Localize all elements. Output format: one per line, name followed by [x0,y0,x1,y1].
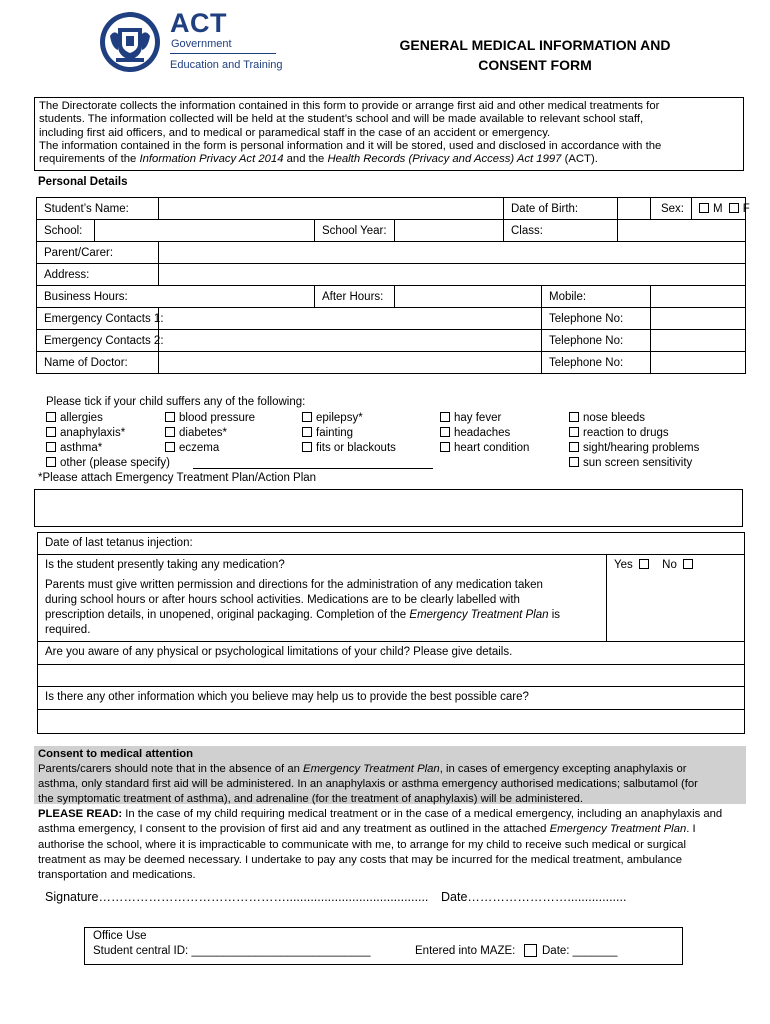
checkbox-icon[interactable] [46,457,56,467]
school-year-label: School Year: [315,220,395,242]
after-hours-label: After Hours: [315,286,395,308]
other-specify-line[interactable] [193,468,433,469]
divider [606,554,607,641]
conditions-col-4 [440,411,529,456]
checkbox-icon[interactable] [302,442,312,452]
condition-item[interactable]: hay fever [440,411,529,426]
other-conditions-box[interactable] [34,489,743,527]
doctor-label: Name of Doctor: [37,352,159,374]
signature-field[interactable]: Signature………………………………………......................................... [45,890,429,904]
class-field[interactable] [618,220,746,242]
condition-item[interactable]: epilepsy* [302,411,396,426]
form-title-line2: CONSENT FORM [478,57,592,73]
divider [37,686,744,687]
other-info-answer-field[interactable] [38,710,743,731]
students-name-field[interactable] [159,198,504,220]
emergency-contact-2-label: Emergency Contacts 2: [37,330,159,352]
condition-item[interactable]: allergies [46,411,170,426]
limitations-answer-field[interactable] [38,665,743,686]
condition-item[interactable]: fainting [302,426,396,441]
conditions-prompt: Please tick if your child suffers any of the following: [46,396,306,408]
signature-date-field[interactable]: Date……………………................. [441,890,627,904]
condition-item[interactable]: eczema [165,441,255,456]
address-label: Address: [37,264,159,286]
condition-item[interactable]: diabetes* [165,426,255,441]
telephone-2-field[interactable] [651,330,746,352]
entered-maze-checkbox[interactable] [524,944,537,957]
parent-carer-label: Parent/Carer: [37,242,159,264]
condition-item[interactable]: asthma* [46,441,170,456]
checkbox-icon[interactable] [165,412,175,422]
checkbox-icon[interactable] [46,412,56,422]
checkbox-icon[interactable] [302,427,312,437]
school-label: School: [37,220,95,242]
limitations-question: Are you aware of any physical or psychological limitations of your child? Please give details. [45,646,513,658]
condition-item[interactable]: anaphylaxis* [46,426,170,441]
telephone-2-label: Telephone No: [542,330,651,352]
checkbox-icon[interactable] [46,442,56,452]
privacy-notice-line: including first aid officers, and to medical or paramedical staff in the case of an accident or emergency. [39,126,551,139]
checkbox-icon[interactable] [440,412,450,422]
divider [37,554,744,555]
condition-item[interactable]: sight/hearing problems [569,441,699,456]
department-label: Education and Training [170,59,283,71]
checkbox-icon[interactable] [569,457,579,467]
conditions-col-2 [165,411,255,456]
checkbox-icon[interactable] [440,427,450,437]
condition-item[interactable]: heart condition [440,441,529,456]
condition-item[interactable]: headaches [440,426,529,441]
other-info-question: Is there any other information which you believe may help us to provide the best possible care? [45,691,529,703]
sex-f-checkbox[interactable] [729,203,739,213]
consent-notice: Consent to medical attention Parents/carers should note that in the absence of an Emergency Treatment Plan, in cases of emergency excepting anaphylaxis or asthma, only standard first aid will be administered. In an anaphylaxis or asthma emergency authorised medications; salbutamol (for the symptomatic treatment of asthma), and adrenaline (for the treatment of anaphylaxis) will be administered. PLEASE READ: In the case of my child requiring medical treatment or in the case of a medical emergency, including an anaphylaxis and asthma emergency, I consent to the provision of first aid and any treatment as outlined in the attached Emergency Treatment Plan. I authorise the school, where it is impracticable to communicate with me, to arrange for my child to receive such medical or surgical treatment as may be deemed necessary. I undertake to pay any costs that may be incurred for the medical treatment, ambulance transportation and medications. [38,747,748,883]
doctor-field[interactable] [159,352,542,374]
condition-item[interactable]: fits or blackouts [302,441,396,456]
conditions-col-5 [569,411,699,471]
emergency-contact-1-field[interactable] [159,308,542,330]
conditions-col-1 [46,411,170,471]
privacy-notice-line: students. The information collected will be held at the student’s school and will be made available to relevant school staff, [39,113,644,126]
condition-item[interactable]: nose bleeds [569,411,699,426]
doctor-telephone-label: Telephone No: [542,352,651,374]
sex-m-label: M [713,202,723,215]
medication-question: Is the student presently taking any medication? [45,559,285,571]
medication-instructions: Parents must give written permission and directions for the administration of any medication taken during school hours or after hours school activities. Medications are to be clearly labelled with prescription details, in unopened, original packaging. Completion of the Emergency Treatment Plan is required. [45,579,561,636]
students-name-label: Student’s Name: [37,198,159,220]
checkbox-icon[interactable] [440,442,450,452]
mobile-label: Mobile: [542,286,651,308]
date-of-birth-label: Date of Birth: [504,198,618,220]
date-of-birth-field[interactable] [618,198,651,220]
personal-details-heading: Personal Details [38,176,128,188]
coat-of-arms-icon [98,10,162,74]
form-title-line1: GENERAL MEDICAL INFORMATION AND [399,37,671,53]
checkbox-icon[interactable] [165,427,175,437]
checkbox-icon[interactable] [569,442,579,452]
school-field[interactable] [95,220,315,242]
checkbox-icon[interactable] [569,412,579,422]
government-label: Government [171,38,232,50]
no-checkbox[interactable] [683,559,693,569]
class-label: Class: [504,220,618,242]
address-field[interactable] [159,264,746,286]
condition-item[interactable]: blood pressure [165,411,255,426]
privacy-notice-line: The Directorate collects the information contained in this form to provide or arrange first aid and other medical treatments for [39,100,660,112]
emergency-contact-1-label: Emergency Contacts 1: [37,308,159,330]
yes-label: Yes [614,559,633,571]
checkbox-icon[interactable] [302,412,312,422]
no-label: No [662,559,677,571]
student-central-id-field[interactable]: Student central ID: ____________________________ [93,945,371,957]
checkbox-icon[interactable] [569,427,579,437]
parent-carer-field[interactable] [159,242,746,264]
divider [37,641,744,642]
sex-f-label: F [742,202,750,215]
telephone-1-label: Telephone No: [542,308,651,330]
consent-heading: Consent to medical attention [38,748,194,760]
personal-details-table [36,197,750,374]
please-read-label: PLEASE READ: [38,808,123,821]
logo-divider [170,53,276,54]
office-use-heading: Office Use [93,930,147,942]
tetanus-label: Date of last tetanus injection: [45,537,193,549]
doctor-telephone-field[interactable] [651,352,746,374]
after-hours-field[interactable] [395,286,542,308]
sex-options [692,198,750,220]
brand-wordmark: ACT [170,8,227,38]
yes-checkbox[interactable] [639,559,649,569]
condition-item[interactable]: other (please specify) [46,456,170,471]
conditions-col-3 [302,411,396,456]
privacy-notice [34,97,744,171]
sex-label: Sex: [651,198,692,220]
condition-item[interactable]: reaction to drugs [569,426,699,441]
entered-maze-label: Entered into MAZE: [415,945,516,957]
school-year-field[interactable] [395,220,504,242]
privacy-notice-line: requirements of the Information Privacy Act 2014 and the Health Records (Privacy and Access) Act 1997 (ACT). [39,153,598,166]
sex-m-checkbox[interactable] [699,203,709,213]
medication-yes-no [614,559,697,571]
business-hours-label: Business Hours: [37,286,315,308]
condition-item[interactable]: sun screen sensitivity [569,456,699,471]
attach-plan-note: *Please attach Emergency Treatment Plan/Action Plan [38,472,317,484]
office-date-field[interactable]: Date: _______ [542,945,618,957]
mobile-field[interactable] [651,286,746,308]
checkbox-icon[interactable] [165,442,175,452]
emergency-contact-2-field[interactable] [159,330,542,352]
telephone-1-field[interactable] [651,308,746,330]
privacy-notice-line: The information contained in the form is personal information and it will be stored, used and disclosed in accordance with the [39,139,662,152]
checkbox-icon[interactable] [46,427,56,437]
